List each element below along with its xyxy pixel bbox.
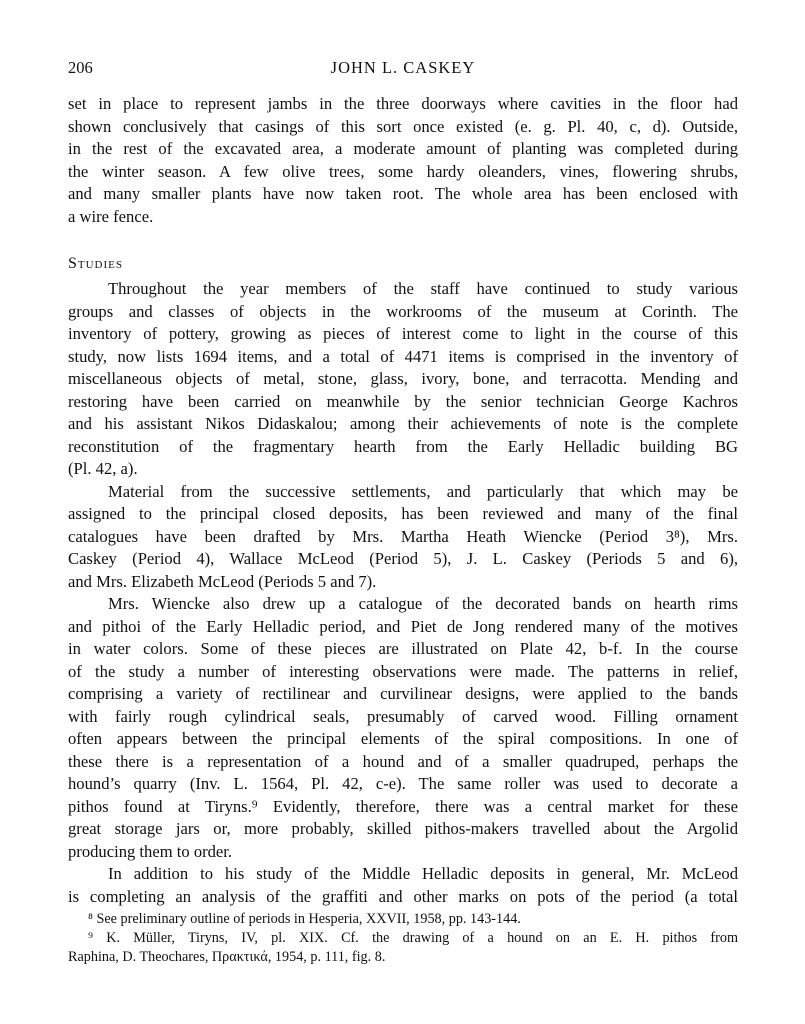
text-line: (Pl. 42, a).	[68, 459, 138, 478]
text-line: in water colors. Some of these pieces are illustrated on Plate 42, b-f. In the course	[68, 639, 738, 658]
text-line: and pithoi of the Early Helladic period, and Piet de Jong rendered many of the motives	[68, 616, 738, 636]
text-line: study, now lists 1694 items, and a total of 4471 items is comprised in the inventory of	[68, 346, 738, 366]
text-line: great storage jars or, more probably, skilled pithos-makers travelled about the Argolid	[68, 819, 738, 838]
footnote-9-line-2: Raphina, D. Theochares, Πρακτικά, 1954, p. 111, fig. 8.	[68, 949, 386, 965]
paragraph-middle-helladic	[68, 863, 738, 908]
running-title: JOHN L. CASKEY	[330, 58, 476, 77]
body-text	[68, 93, 738, 908]
running-head	[68, 58, 738, 80]
section-heading: Studies	[68, 255, 124, 272]
paragraph-decorated-bands	[68, 593, 738, 863]
text-line: comprising a variety of rectilinear and curvilinear designs, were applied to the bands	[68, 684, 738, 703]
text-line: Material from the successive settlements, and particularly that which may be	[108, 481, 738, 501]
text-line: shown conclusively that casings of this sort once existed (e. g. Pl. 40, c, d). Outside,	[68, 116, 738, 136]
text-line: Throughout the year members of the staff have continued to study various	[108, 279, 738, 298]
text-line: often appears between the principal elements of the spiral compositions. In one of	[68, 729, 738, 748]
text-line: reconstitution of the fragmentary hearth from the Early Helladic building BG	[68, 436, 738, 456]
text-line: catalogues have been drafted by Mrs. Martha Heath Wiencke (Period 3⁸), Mrs.	[68, 526, 738, 546]
text-line: In addition to his study of the Middle Helladic deposits in general, Mr. McLeod	[108, 864, 738, 883]
paragraph-catalogues	[68, 481, 738, 594]
text-line: set in place to represent jambs in the three doorways where cavities in the floor had	[68, 94, 738, 113]
text-line: groups and classes of objects in the workrooms of the museum at Corinth. The	[68, 301, 738, 321]
text-line: is completing an analysis of the graffiti and other marks on pots of the period (a total	[68, 886, 738, 906]
paragraph-staff-study	[68, 278, 738, 481]
text-line: restoring have been carried on meanwhile by the senior technician George Kachros	[68, 391, 738, 411]
text-line: Mrs. Wiencke also drew up a catalogue of the decorated bands on hearth rims	[108, 594, 738, 613]
text-line: and many smaller plants have now taken root. The whole area has been enclosed with	[68, 184, 738, 203]
text-line: and Mrs. Elizabeth McLeod (Periods 5 and 7).	[68, 571, 377, 591]
text-line: and his assistant Nikos Didaskalou; among their achievements of note is the complete	[68, 414, 738, 433]
text-line: assigned to the principal closed deposits, has been reviewed and many of the final	[68, 504, 738, 523]
text-line: of the study a number of interesting observations were made. The patterns in relief,	[68, 661, 738, 681]
text-line: inventory of pottery, growing as pieces of interest come to light in the course of this	[68, 324, 738, 343]
text-line: pithos found at Tiryns.⁹ Evidently, therefore, there was a central market for these	[68, 796, 738, 816]
intro-paragraph	[68, 93, 738, 228]
text-line: Caskey (Period 4), Wallace McLeod (Period 5), J. L. Caskey (Periods 5 and 6),	[68, 549, 738, 568]
footnotes	[68, 910, 738, 967]
text-line: producing them to order.	[68, 841, 233, 861]
text-line: in the rest of the excavated area, a moderate amount of planting was completed during	[68, 139, 738, 158]
text-line: hound’s quarry (Inv. L. 1564, Pl. 42, c-e). The same roller was used to decorate a	[68, 774, 738, 793]
text-line: with fairly rough cylindrical seals, presumably of carved wood. Filling ornament	[68, 706, 738, 726]
section-spacer	[68, 228, 738, 250]
footnote-9-line-1: ⁹ K. Müller, Tiryns, IV, pl. XIX. Cf. the drawing of a hound on an E. H. pithos from	[88, 930, 738, 946]
text-line: a wire fence.	[68, 206, 154, 226]
text-line: the winter season. A few olive trees, some hardy oleanders, vines, flowering shrubs,	[68, 161, 738, 181]
footnote-8: ⁸ See preliminary outline of periods in Hesperia, XXVII, 1958, pp. 143-144.	[88, 911, 521, 927]
text-line: these there is a representation of a hound and of a smaller quadruped, perhaps the	[68, 751, 738, 771]
text-line: miscellaneous objects of metal, stone, glass, ivory, bone, and terracotta. Mending and	[68, 369, 738, 388]
page-number: 206	[68, 58, 93, 77]
